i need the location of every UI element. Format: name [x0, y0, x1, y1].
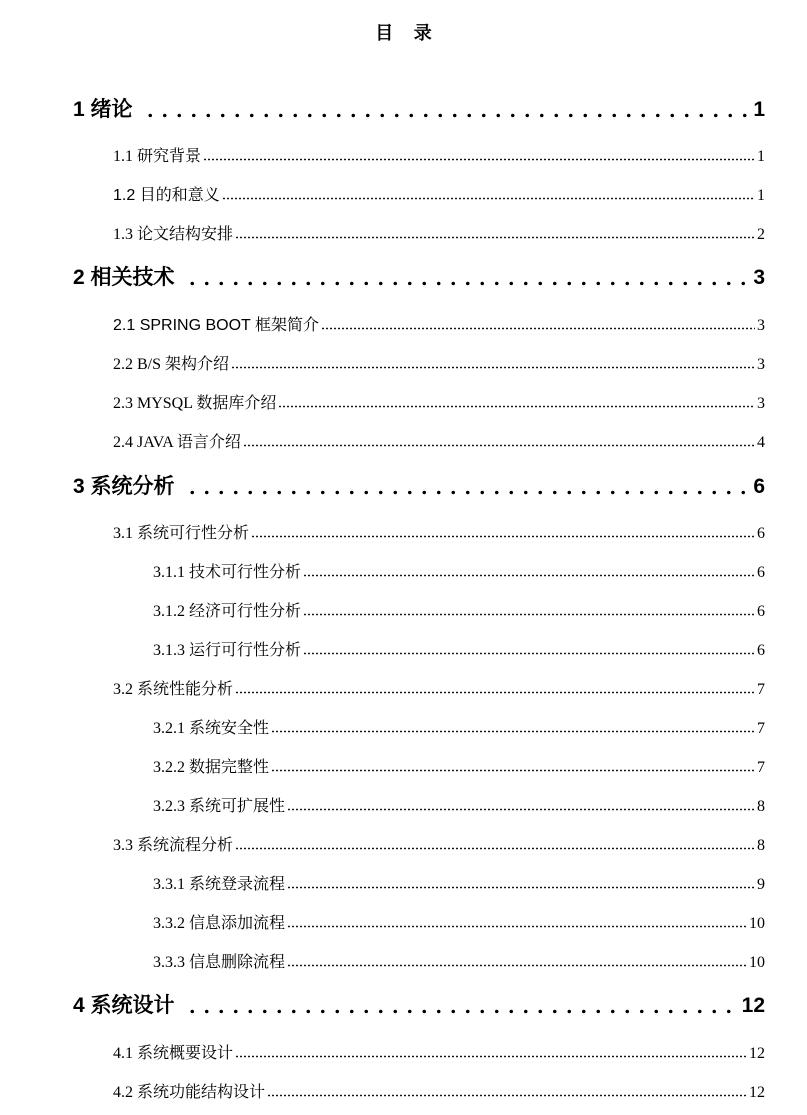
toc-entry-subsection-3-2-2[interactable]: [153, 754, 765, 778]
toc-page-number: 4: [757, 434, 765, 451]
toc-page-number: 3: [753, 266, 765, 289]
toc-page-number: 10: [749, 915, 765, 932]
toc-entry-subsection-3-1-3[interactable]: [153, 637, 765, 661]
toc-entry-subsection-3-3-3[interactable]: [153, 949, 765, 973]
toc-entry-chapter-1[interactable]: [73, 93, 765, 125]
toc-entry-section-2-3[interactable]: [113, 390, 765, 414]
toc-page-number: 2: [757, 226, 765, 243]
toc-page-number: 6: [757, 564, 765, 581]
dot-leader: [243, 429, 755, 453]
dot-leader: [235, 221, 755, 245]
dot-leader: [181, 989, 736, 1021]
toc-entry-subsection-3-1-1[interactable]: [153, 559, 765, 583]
dot-leader: [235, 676, 755, 700]
toc-label: 4.2 系统功能结构设计: [113, 1084, 266, 1101]
toc-entry-subsection-3-2-3[interactable]: [153, 793, 765, 817]
dot-leader: [222, 182, 755, 206]
dot-leader: [231, 351, 755, 375]
toc-label: 2.4 JAVA 语言介绍: [113, 434, 241, 451]
toc-label: 3.2 系统性能分析: [113, 681, 234, 698]
toc-page-number: 8: [757, 837, 765, 854]
toc-page-number: 10: [749, 954, 765, 971]
toc-entry-subsection-3-3-2[interactable]: [153, 910, 765, 934]
toc-label: 4 系统设计: [73, 994, 175, 1017]
toc-label: 3.1.3 运行可行性分析: [153, 642, 302, 659]
dot-leader: [287, 910, 747, 934]
toc-entry-subsection-3-2-1[interactable]: [153, 715, 765, 739]
toc-page-number: 7: [757, 720, 765, 737]
toc-page-number: 7: [757, 759, 765, 776]
toc-label: 3.2.1 系统安全性: [153, 720, 270, 737]
dot-leader: [181, 470, 748, 502]
dot-leader: [303, 598, 755, 622]
dot-leader: [287, 871, 755, 895]
toc-label: 3.2.2 数据完整性: [153, 759, 270, 776]
toc-page-number: 6: [757, 642, 765, 659]
toc-entry-section-2-1[interactable]: [113, 312, 765, 336]
toc-page-number: 1: [757, 148, 765, 165]
toc-page-number: 6: [753, 475, 765, 498]
toc-label: 3 系统分析: [73, 475, 175, 498]
dot-leader: [267, 1079, 747, 1103]
dot-leader: [251, 520, 755, 544]
toc-label: 1.1 研究背景: [113, 148, 202, 165]
toc-entry-section-3-1[interactable]: [113, 520, 765, 544]
toc-label: 1 绪论: [73, 98, 133, 121]
toc-label: 2.2 B/S 架构介绍: [113, 356, 230, 373]
dot-leader: [287, 793, 755, 817]
toc-label: 4.1 系统概要设计: [113, 1045, 234, 1062]
toc-label: 3.1.1 技术可行性分析: [153, 564, 302, 581]
toc-page-number: 3: [757, 395, 765, 412]
toc-entry-subsection-3-1-2[interactable]: [153, 598, 765, 622]
dot-leader: [287, 949, 747, 973]
dot-leader: [235, 832, 755, 856]
toc-label: 3.1 系统可行性分析: [113, 525, 250, 542]
dot-leader: [203, 143, 755, 167]
toc-page-number: 1: [757, 187, 765, 204]
page-title: 目 录: [375, 23, 440, 43]
dot-leader: [181, 261, 748, 293]
toc-entry-section-2-4[interactable]: [113, 429, 765, 453]
toc-page-number: 7: [757, 681, 765, 698]
dot-leader: [271, 754, 755, 778]
toc-entry-chapter-2[interactable]: [73, 261, 765, 293]
toc-page-number: 6: [757, 603, 765, 620]
toc-entry-section-4-1[interactable]: [113, 1040, 765, 1064]
toc-entry-chapter-3[interactable]: [73, 470, 765, 502]
dot-leader: [303, 637, 755, 661]
toc-page-number: 3: [757, 356, 765, 373]
toc-entry-subsection-3-3-1[interactable]: [153, 871, 765, 895]
toc-label: 2.3 MYSQL 数据库介绍: [113, 395, 277, 412]
toc-label: 3.1.2 经济可行性分析: [153, 603, 302, 620]
toc-label: 1.2 目的和意义: [113, 187, 220, 204]
toc-page-number: 9: [757, 876, 765, 893]
toc-label: 3.3.3 信息删除流程: [153, 954, 286, 971]
toc-label: 3.3.1 系统登录流程: [153, 876, 286, 893]
toc-entry-section-4-2[interactable]: [113, 1079, 765, 1103]
toc-label: 3.3.2 信息添加流程: [153, 915, 286, 932]
toc-entry-section-3-2[interactable]: [113, 676, 765, 700]
toc-page-number: 12: [749, 1045, 765, 1062]
toc-entry-section-1-2[interactable]: [113, 182, 765, 206]
toc-entry-section-2-2[interactable]: [113, 351, 765, 375]
dot-leader: [321, 312, 755, 336]
dot-leader: [235, 1040, 747, 1064]
dot-leader: [139, 93, 748, 125]
dot-leader: [278, 390, 755, 414]
toc-label: 2.1 SPRING BOOT 框架简介: [113, 317, 319, 334]
toc-label: 3.3 系统流程分析: [113, 837, 234, 854]
toc-entry-section-1-3[interactable]: [113, 221, 765, 245]
toc-label: 1.3 论文结构安排: [113, 226, 234, 243]
dot-leader: [271, 715, 755, 739]
toc-entry-section-1-1[interactable]: [113, 143, 765, 167]
toc-page-number: 6: [757, 525, 765, 542]
toc-page-number: 8: [757, 798, 765, 815]
toc-page-number: 3: [757, 317, 765, 334]
toc-page-number: 12: [741, 994, 765, 1017]
toc-page-number: 1: [753, 98, 765, 121]
toc-label: 3.2.3 系统可扩展性: [153, 798, 286, 815]
toc-entry-section-3-3[interactable]: [113, 832, 765, 856]
dot-leader: [303, 559, 755, 583]
toc-label: 2 相关技术: [73, 266, 175, 289]
toc-page-number: 12: [749, 1084, 765, 1101]
toc-entry-chapter-4[interactable]: [73, 989, 765, 1021]
